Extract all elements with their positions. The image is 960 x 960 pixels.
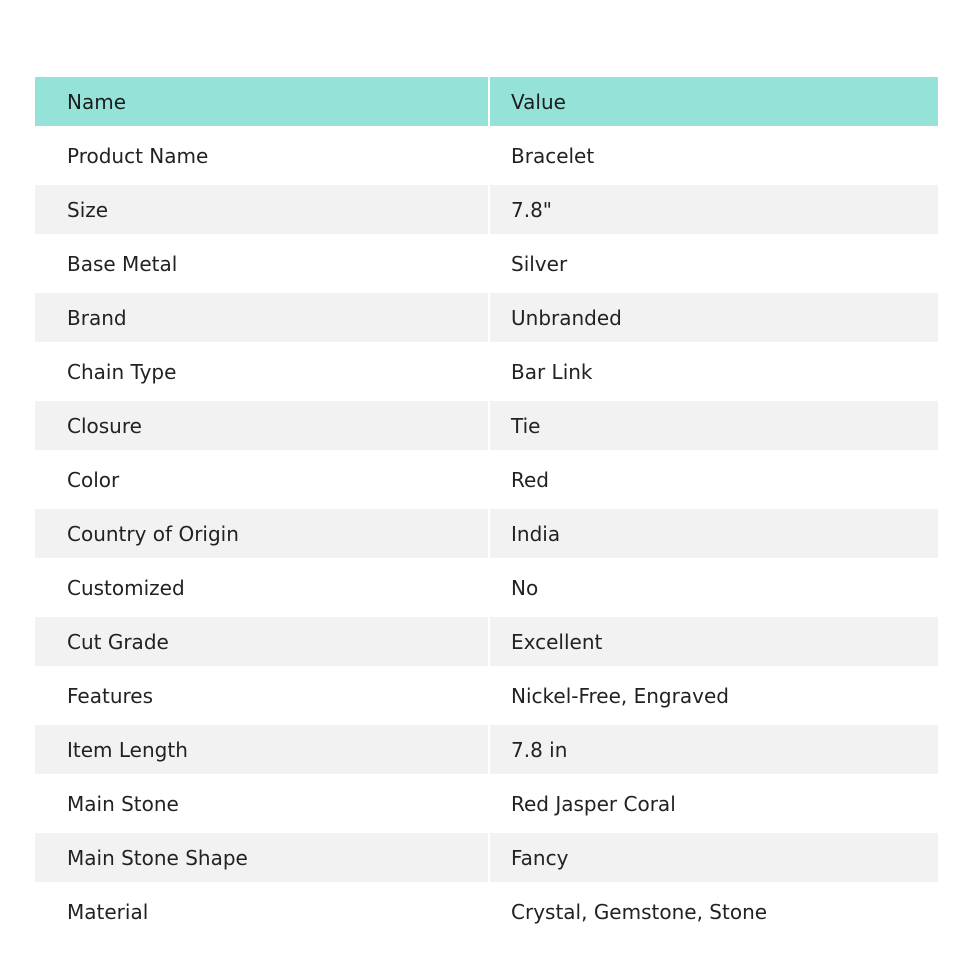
table-row bbox=[35, 401, 938, 455]
header-row bbox=[35, 77, 938, 131]
column-header-name: Name bbox=[35, 77, 490, 131]
cell-value: India bbox=[490, 509, 938, 563]
cell-name: Customized bbox=[35, 563, 490, 617]
cell-name: Cut Grade bbox=[35, 617, 490, 671]
table-row bbox=[35, 185, 938, 239]
cell-name: Material bbox=[35, 887, 490, 941]
cell-name: Closure bbox=[35, 401, 490, 455]
table-row bbox=[35, 347, 938, 401]
cell-name: Features bbox=[35, 671, 490, 725]
cell-value: Silver bbox=[490, 239, 938, 293]
cell-name: Country of Origin bbox=[35, 509, 490, 563]
table-row bbox=[35, 455, 938, 509]
cell-name: Main Stone bbox=[35, 779, 490, 833]
table-row bbox=[35, 239, 938, 293]
table-row bbox=[35, 563, 938, 617]
column-header-value: Value bbox=[490, 77, 938, 131]
table-row bbox=[35, 617, 938, 671]
cell-value: Bar Link bbox=[490, 347, 938, 401]
table-row bbox=[35, 671, 938, 725]
cell-value: Bracelet bbox=[490, 131, 938, 185]
cell-value: No bbox=[490, 563, 938, 617]
cell-value: Red bbox=[490, 455, 938, 509]
table-row bbox=[35, 887, 938, 941]
cell-name: Product Name bbox=[35, 131, 490, 185]
cell-name: Chain Type bbox=[35, 347, 490, 401]
table-header bbox=[35, 77, 938, 131]
cell-name: Size bbox=[35, 185, 490, 239]
table-body bbox=[35, 131, 938, 941]
table-row bbox=[35, 509, 938, 563]
cell-value: Crystal, Gemstone, Stone bbox=[490, 887, 938, 941]
cell-name: Color bbox=[35, 455, 490, 509]
product-specs-table bbox=[35, 77, 938, 941]
table-row bbox=[35, 293, 938, 347]
cell-value: 7.8" bbox=[490, 185, 938, 239]
cell-name: Main Stone Shape bbox=[35, 833, 490, 887]
table-row bbox=[35, 833, 938, 887]
cell-name: Base Metal bbox=[35, 239, 490, 293]
table-row bbox=[35, 779, 938, 833]
cell-value: Unbranded bbox=[490, 293, 938, 347]
cell-value: Nickel-Free, Engraved bbox=[490, 671, 938, 725]
cell-value: Tie bbox=[490, 401, 938, 455]
cell-value: Fancy bbox=[490, 833, 938, 887]
cell-value: 7.8 in bbox=[490, 725, 938, 779]
table-row bbox=[35, 131, 938, 185]
cell-value: Excellent bbox=[490, 617, 938, 671]
cell-name: Brand bbox=[35, 293, 490, 347]
cell-name: Item Length bbox=[35, 725, 490, 779]
table-row bbox=[35, 725, 938, 779]
cell-value: Red Jasper Coral bbox=[490, 779, 938, 833]
